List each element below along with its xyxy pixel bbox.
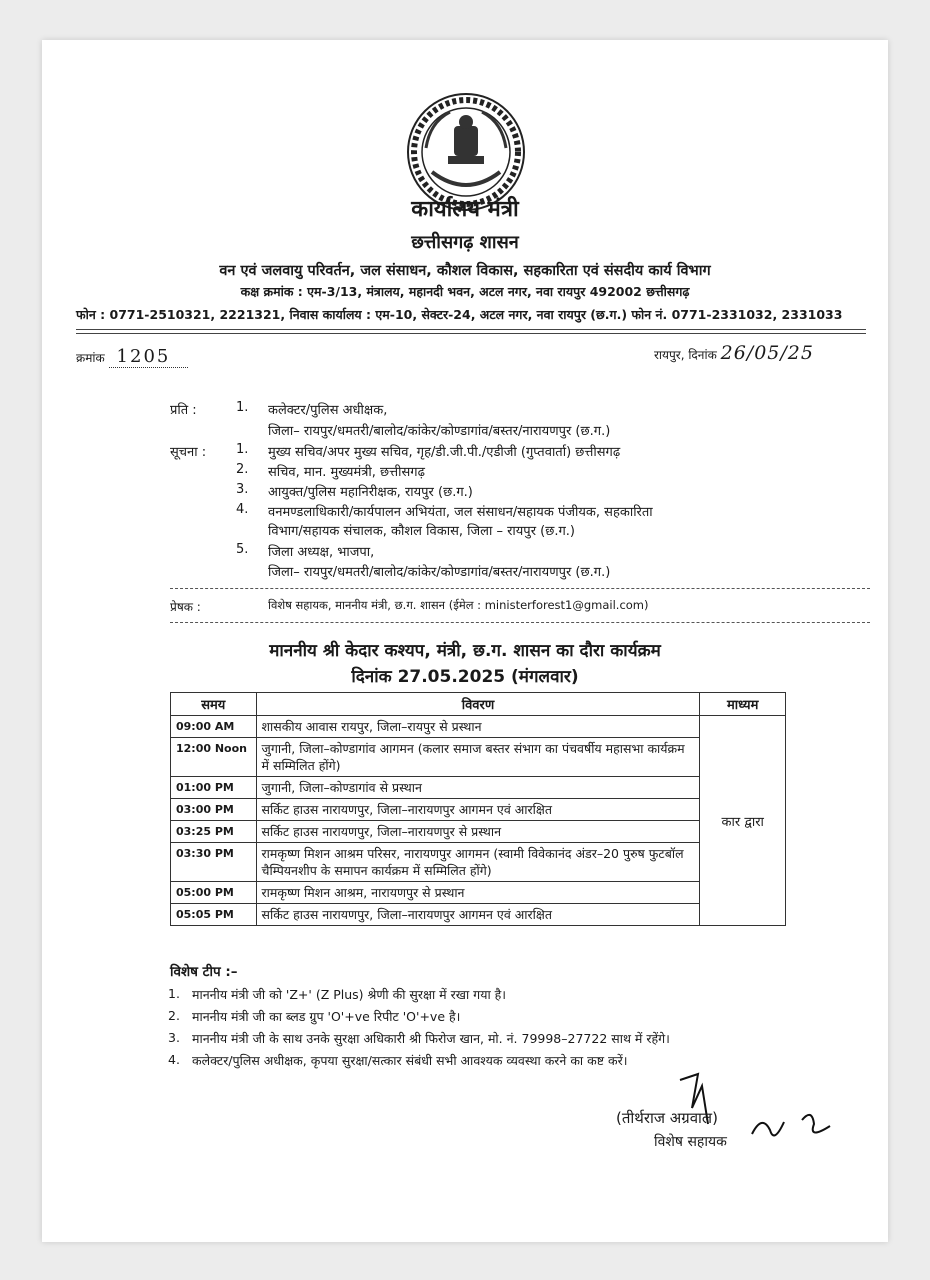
sender-text: विशेष सहायक, माननीय मंत्री, छ.ग. शासन (ईमेल : ministerforest1@gmail.com) xyxy=(268,598,649,612)
reference-number xyxy=(76,346,188,367)
suchna-line: जिला– रायपुर/धमतरी/बालोद/कांकेर/कोण्डागांव/बस्तर/नारायणपुर (छ.ग.) xyxy=(268,565,611,580)
signatory-name: (तीर्थराज अग्रवाल) xyxy=(616,1109,718,1127)
row-time: 12:00 Noon xyxy=(171,738,257,777)
schedule-table xyxy=(170,692,786,926)
prati-line: कलेक्टर/पुलिस अधीक्षक, xyxy=(268,403,388,418)
prati-label: प्रति : xyxy=(170,403,197,418)
note-text: माननीय मंत्री जी को 'Z+' (Z Plus) श्रेणी की सुरक्षा में रखा गया है। xyxy=(192,987,507,1002)
row-details: शासकीय आवास रायपुर, जिला–रायपुर से प्रस्थान xyxy=(256,716,700,738)
date-value: 26/05/25 xyxy=(720,342,814,364)
suchna-num: 3. xyxy=(236,482,249,497)
office-title: कार्यालय मंत्री xyxy=(411,197,519,222)
suchna-line: सचिव, मान. मुख्यमंत्री, छत्तीसगढ़ xyxy=(268,465,425,480)
note-text: माननीय मंत्री जी का ब्लड ग्रुप 'O'+ve रिपीट 'O'+ve है। xyxy=(192,1009,461,1024)
header-divider xyxy=(76,329,866,330)
signatory-designation: विशेष सहायक xyxy=(654,1134,727,1150)
row-time: 05:00 PM xyxy=(171,882,257,904)
table-row xyxy=(171,821,786,843)
suchna-num: 4. xyxy=(236,502,249,517)
table-row xyxy=(171,799,786,821)
row-time: 01:00 PM xyxy=(171,777,257,799)
note-num: 4. xyxy=(168,1052,180,1067)
prati-num: 1. xyxy=(236,400,249,415)
row-time: 03:00 PM xyxy=(171,799,257,821)
sender-label: प्रेषक : xyxy=(170,600,201,614)
table-header-row xyxy=(171,693,786,716)
kramank-label: क्रमांक xyxy=(76,351,105,365)
row-details: सर्किट हाउस नारायणपुर, जिला–नारायणपुर से प्रस्थान xyxy=(256,821,700,843)
govt-title: छत्तीसगढ़ शासन xyxy=(411,232,519,253)
note-text: माननीय मंत्री जी के साथ उनके सुरक्षा अधिकारी श्री फिरोज खान, मो. नं. 79998–27722 साथ में रहेंगे। xyxy=(192,1031,670,1046)
header-mode: माध्यम xyxy=(700,693,786,716)
suchna-num: 5. xyxy=(236,542,249,557)
row-details: सर्किट हाउस नारायणपुर, जिला–नारायणपुर आगमन एवं आरक्षित xyxy=(256,904,700,926)
letter-page xyxy=(42,40,888,1242)
letter-date xyxy=(654,342,814,364)
suchna-num: 1. xyxy=(236,442,249,457)
table-row xyxy=(171,843,786,882)
row-details: सर्किट हाउस नारायणपुर, जिला–नारायणपुर आगमन एवं आरक्षित xyxy=(256,799,700,821)
table-row xyxy=(171,904,786,926)
table-row xyxy=(171,716,786,738)
suchna-line: आयुक्त/पुलिस महानिरीक्षक, रायपुर (छ.ग.) xyxy=(268,485,473,500)
suchna-line: वनमण्डलाधिकारी/कार्यपालन अभियंता, जल संसाधन/सहायक पंजीयक, सहकारिता xyxy=(268,505,653,520)
date-label: रायपुर, दिनांक xyxy=(654,348,717,362)
row-details: जुगानी, जिला–कोण्डागांव आगमन (कलार समाज बस्तर संभाग का पंचवर्षीय महासभा कार्यक्रम में सम्मिलित होंगे) xyxy=(256,738,700,777)
table-row xyxy=(171,738,786,777)
row-details: रामकृष्ण मिशन आश्रम परिसर, नारायणपुर आगमन (स्वामी विवेकानंद अंडर–20 पुरुष फुटबॉल चैम्पियनशीप के समापन कार्यक्रम में सम्मिलित होंगे) xyxy=(256,843,700,882)
suchna-line: विभाग/सहायक संचालक, कौशल विकास, जिला – रायपुर (छ.ग.) xyxy=(268,524,575,539)
program-title: माननीय श्री केदार कश्यप, मंत्री, छ.ग. शासन का दौरा कार्यक्रम xyxy=(269,641,661,661)
note-num: 2. xyxy=(168,1008,180,1023)
program-date: दिनांक 27.05.2025 (मंगलवार) xyxy=(351,667,579,687)
row-time: 03:25 PM xyxy=(171,821,257,843)
phone-line: फोन : 0771-2510321, 2221321, निवास कार्यालय : एम-10, सेक्टर-24, अटल नगर, नवा रायपुर (छ.ग.) फोन नं. 0771-2331032, 2331033 xyxy=(76,307,843,322)
row-details: रामकृष्ण मिशन आश्रम, नारायणपुर से प्रस्थान xyxy=(256,882,700,904)
divider xyxy=(170,622,870,623)
header-time: समय xyxy=(171,693,257,716)
office-address: कक्ष क्रमांक : एम-3/13, मंत्रालय, महानदी भवन, अटल नगर, नवा रायपुर 492002 छत्तीसगढ़ xyxy=(240,284,690,299)
suchna-line: मुख्य सचिव/अपर मुख्य सचिव, गृह/डी.जी.पी./एडीजी (गुप्तवार्ता) छत्तीसगढ़ xyxy=(268,445,621,460)
row-time: 03:30 PM xyxy=(171,843,257,882)
travel-mode: कार द्वारा xyxy=(700,716,786,926)
row-time: 05:05 PM xyxy=(171,904,257,926)
header-divider xyxy=(76,333,866,334)
header-details: विवरण xyxy=(256,693,700,716)
table-row xyxy=(171,777,786,799)
suchna-label: सूचना : xyxy=(170,445,207,460)
departments: वन एवं जलवायु परिवर्तन, जल संसाधन, कौशल विकास, सहकारिता एवं संसदीय कार्य विभाग xyxy=(219,263,711,279)
note-text: कलेक्टर/पुलिस अधीक्षक, कृपया सुरक्षा/सत्कार संबंधी सभी आवश्यक व्यवस्था करने का कष्ट करें। xyxy=(192,1053,628,1068)
row-time: 09:00 AM xyxy=(171,716,257,738)
suchna-num: 2. xyxy=(236,462,249,477)
kramank-value: 1205 xyxy=(109,346,189,368)
notes-heading: विशेष टीप :– xyxy=(170,964,238,980)
note-num: 3. xyxy=(168,1030,180,1045)
table-row xyxy=(171,882,786,904)
prati-line: जिला– रायपुर/धमतरी/बालोद/कांकेर/कोण्डागांव/बस्तर/नारायणपुर (छ.ग.) xyxy=(268,424,611,439)
divider xyxy=(170,588,870,589)
note-num: 1. xyxy=(168,986,180,1001)
suchna-line: जिला अध्यक्ष, भाजपा, xyxy=(268,545,375,560)
row-details: जुगानी, जिला–कोण्डागांव से प्रस्थान xyxy=(256,777,700,799)
